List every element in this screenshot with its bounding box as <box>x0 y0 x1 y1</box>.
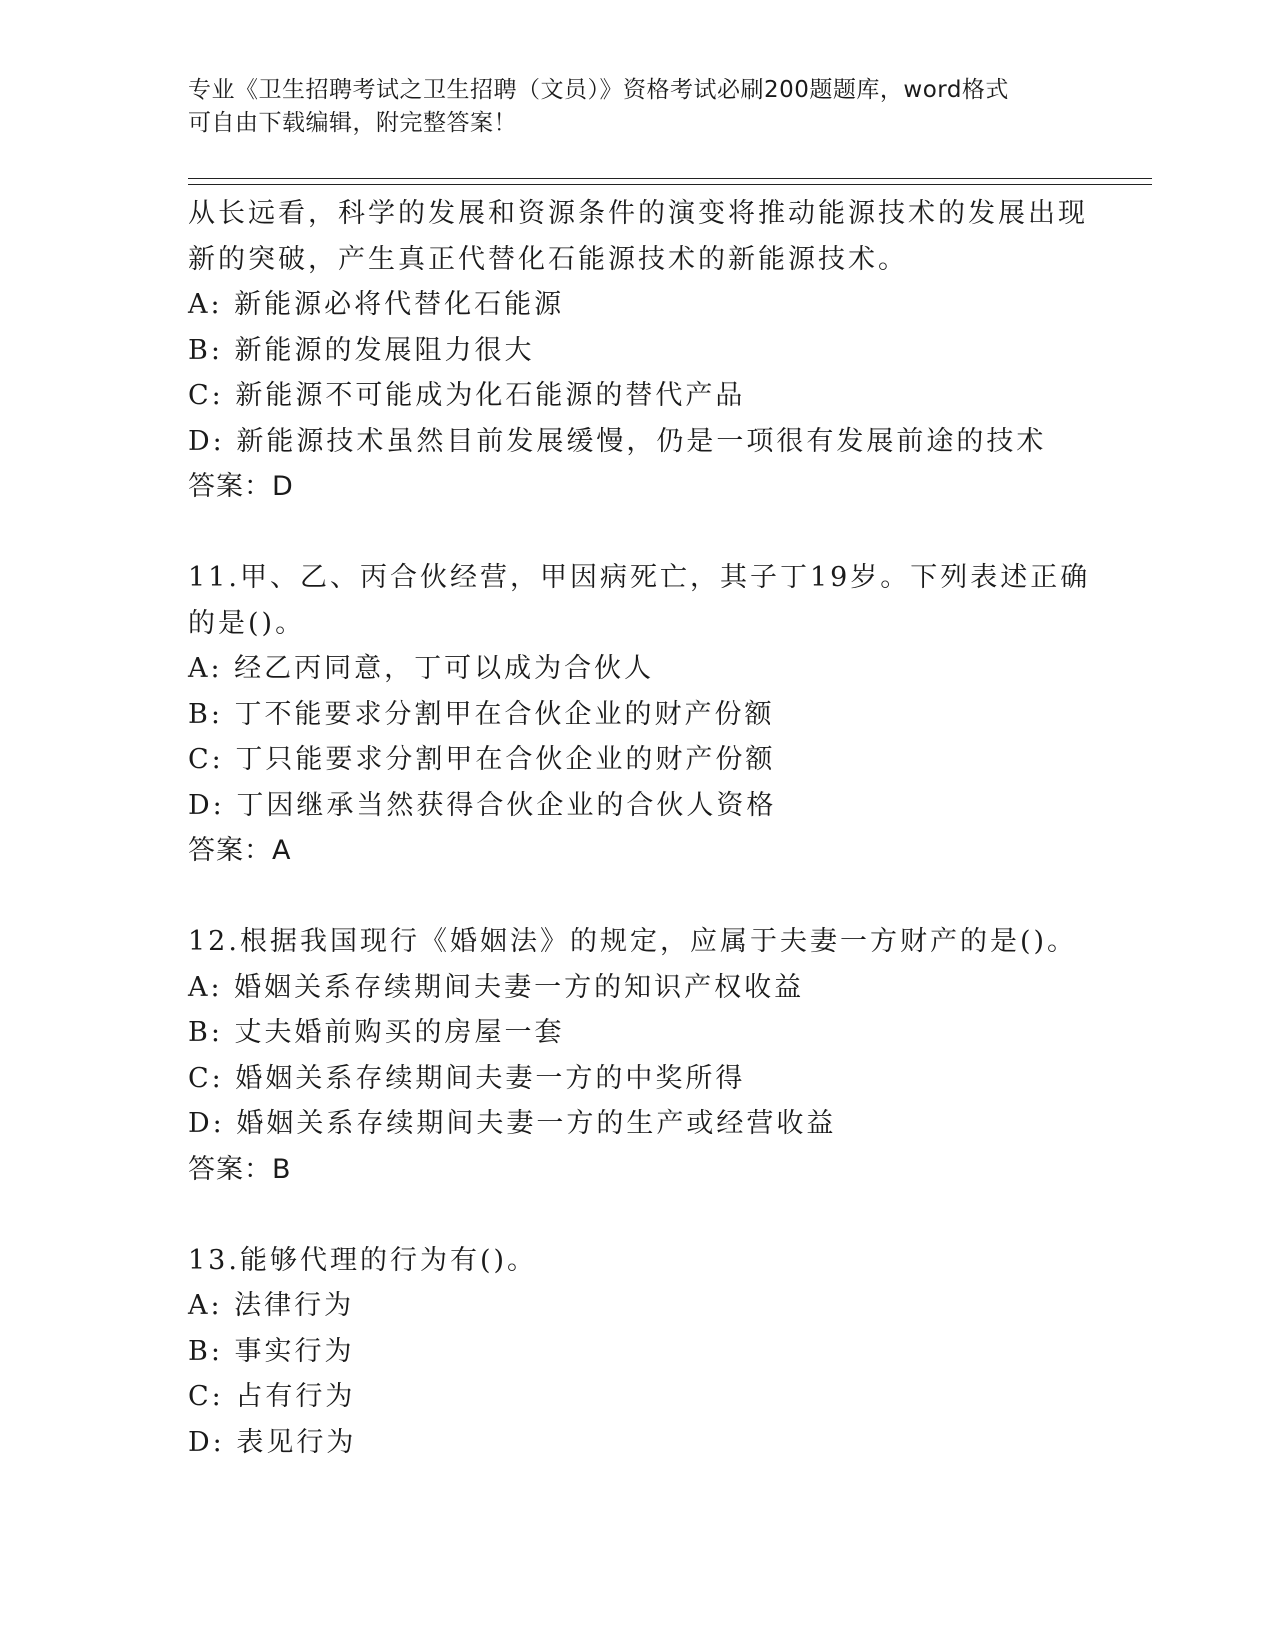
question-stem: 12.根据我国现行《婚姻法》的规定，应属于夫妻一方财产的是()。 <box>188 926 1078 957</box>
question-stem: 的是()。 <box>188 607 306 639</box>
question-13 <box>188 1238 1088 1466</box>
option-d: D: 婚姻关系存续期间夫妻一方的生产或经营收益 <box>188 1108 837 1139</box>
question-stem: 新的突破，产生真正代替化石能源技术的新能源技术。 <box>188 243 908 275</box>
answer-line: 答案：A <box>188 835 292 866</box>
header-divider-bottom <box>188 184 1152 185</box>
option-c: C: 丁只能要求分割甲在合伙企业的财产份额 <box>188 744 776 775</box>
question-list <box>188 191 1091 1465</box>
question-stem: 13.能够代理的行为有()。 <box>188 1244 538 1276</box>
header-divider-top <box>188 178 1152 179</box>
answer-line: 答案：B <box>188 1153 292 1185</box>
option-a: A: 新能源必将代替化石能源 <box>188 289 565 320</box>
option-d: D: 丁因继承当然获得合伙企业的合伙人资格 <box>188 789 777 821</box>
option-b: B: 新能源的发展阻力很大 <box>188 334 535 366</box>
option-a: A: 经乙丙同意，丁可以成为合伙人 <box>188 653 655 684</box>
option-c: C: 婚姻关系存续期间夫妻一方的中奖所得 <box>188 1062 746 1094</box>
option-a: A: 婚姻关系存续期间夫妻一方的知识产权收益 <box>188 971 805 1003</box>
option-b: B: 丁不能要求分割甲在合伙企业的财产份额 <box>188 698 775 730</box>
option-a: A: 法律行为 <box>188 1290 355 1321</box>
option-c: C: 占有行为 <box>188 1381 356 1412</box>
spacer <box>188 510 1088 556</box>
option-b: B: 事实行为 <box>188 1335 355 1367</box>
header-line-2: 可自由下载编辑，附完整答案！ <box>188 110 517 136</box>
question-12 <box>188 919 1088 1192</box>
spacer <box>188 874 1088 920</box>
header-line-1: 专业《卫生招聘考试之卫生招聘（文员）》资格考试必刷200题题库，word格式 <box>188 77 1009 103</box>
option-d: D: 表见行为 <box>188 1426 357 1458</box>
option-d: D: 新能源技术虽然目前发展缓慢，仍是一项很有发展前途的技术 <box>188 425 1047 457</box>
question-stem: 11.甲、乙、丙合伙经营，甲因病死亡，其子丁19岁。下列表述正确 <box>188 562 1091 593</box>
question-10 <box>188 191 1088 510</box>
answer-line: 答案：D <box>188 471 294 502</box>
document-header <box>188 74 1088 140</box>
spacer <box>188 1192 1088 1238</box>
question-stem: 从长远看，科学的发展和资源条件的演变将推动能源技术的发展出现 <box>188 198 1088 229</box>
question-11 <box>188 555 1091 874</box>
option-b: B: 丈夫婚前购买的房屋一套 <box>188 1017 565 1048</box>
option-c: C: 新能源不可能成为化石能源的替代产品 <box>188 380 746 411</box>
